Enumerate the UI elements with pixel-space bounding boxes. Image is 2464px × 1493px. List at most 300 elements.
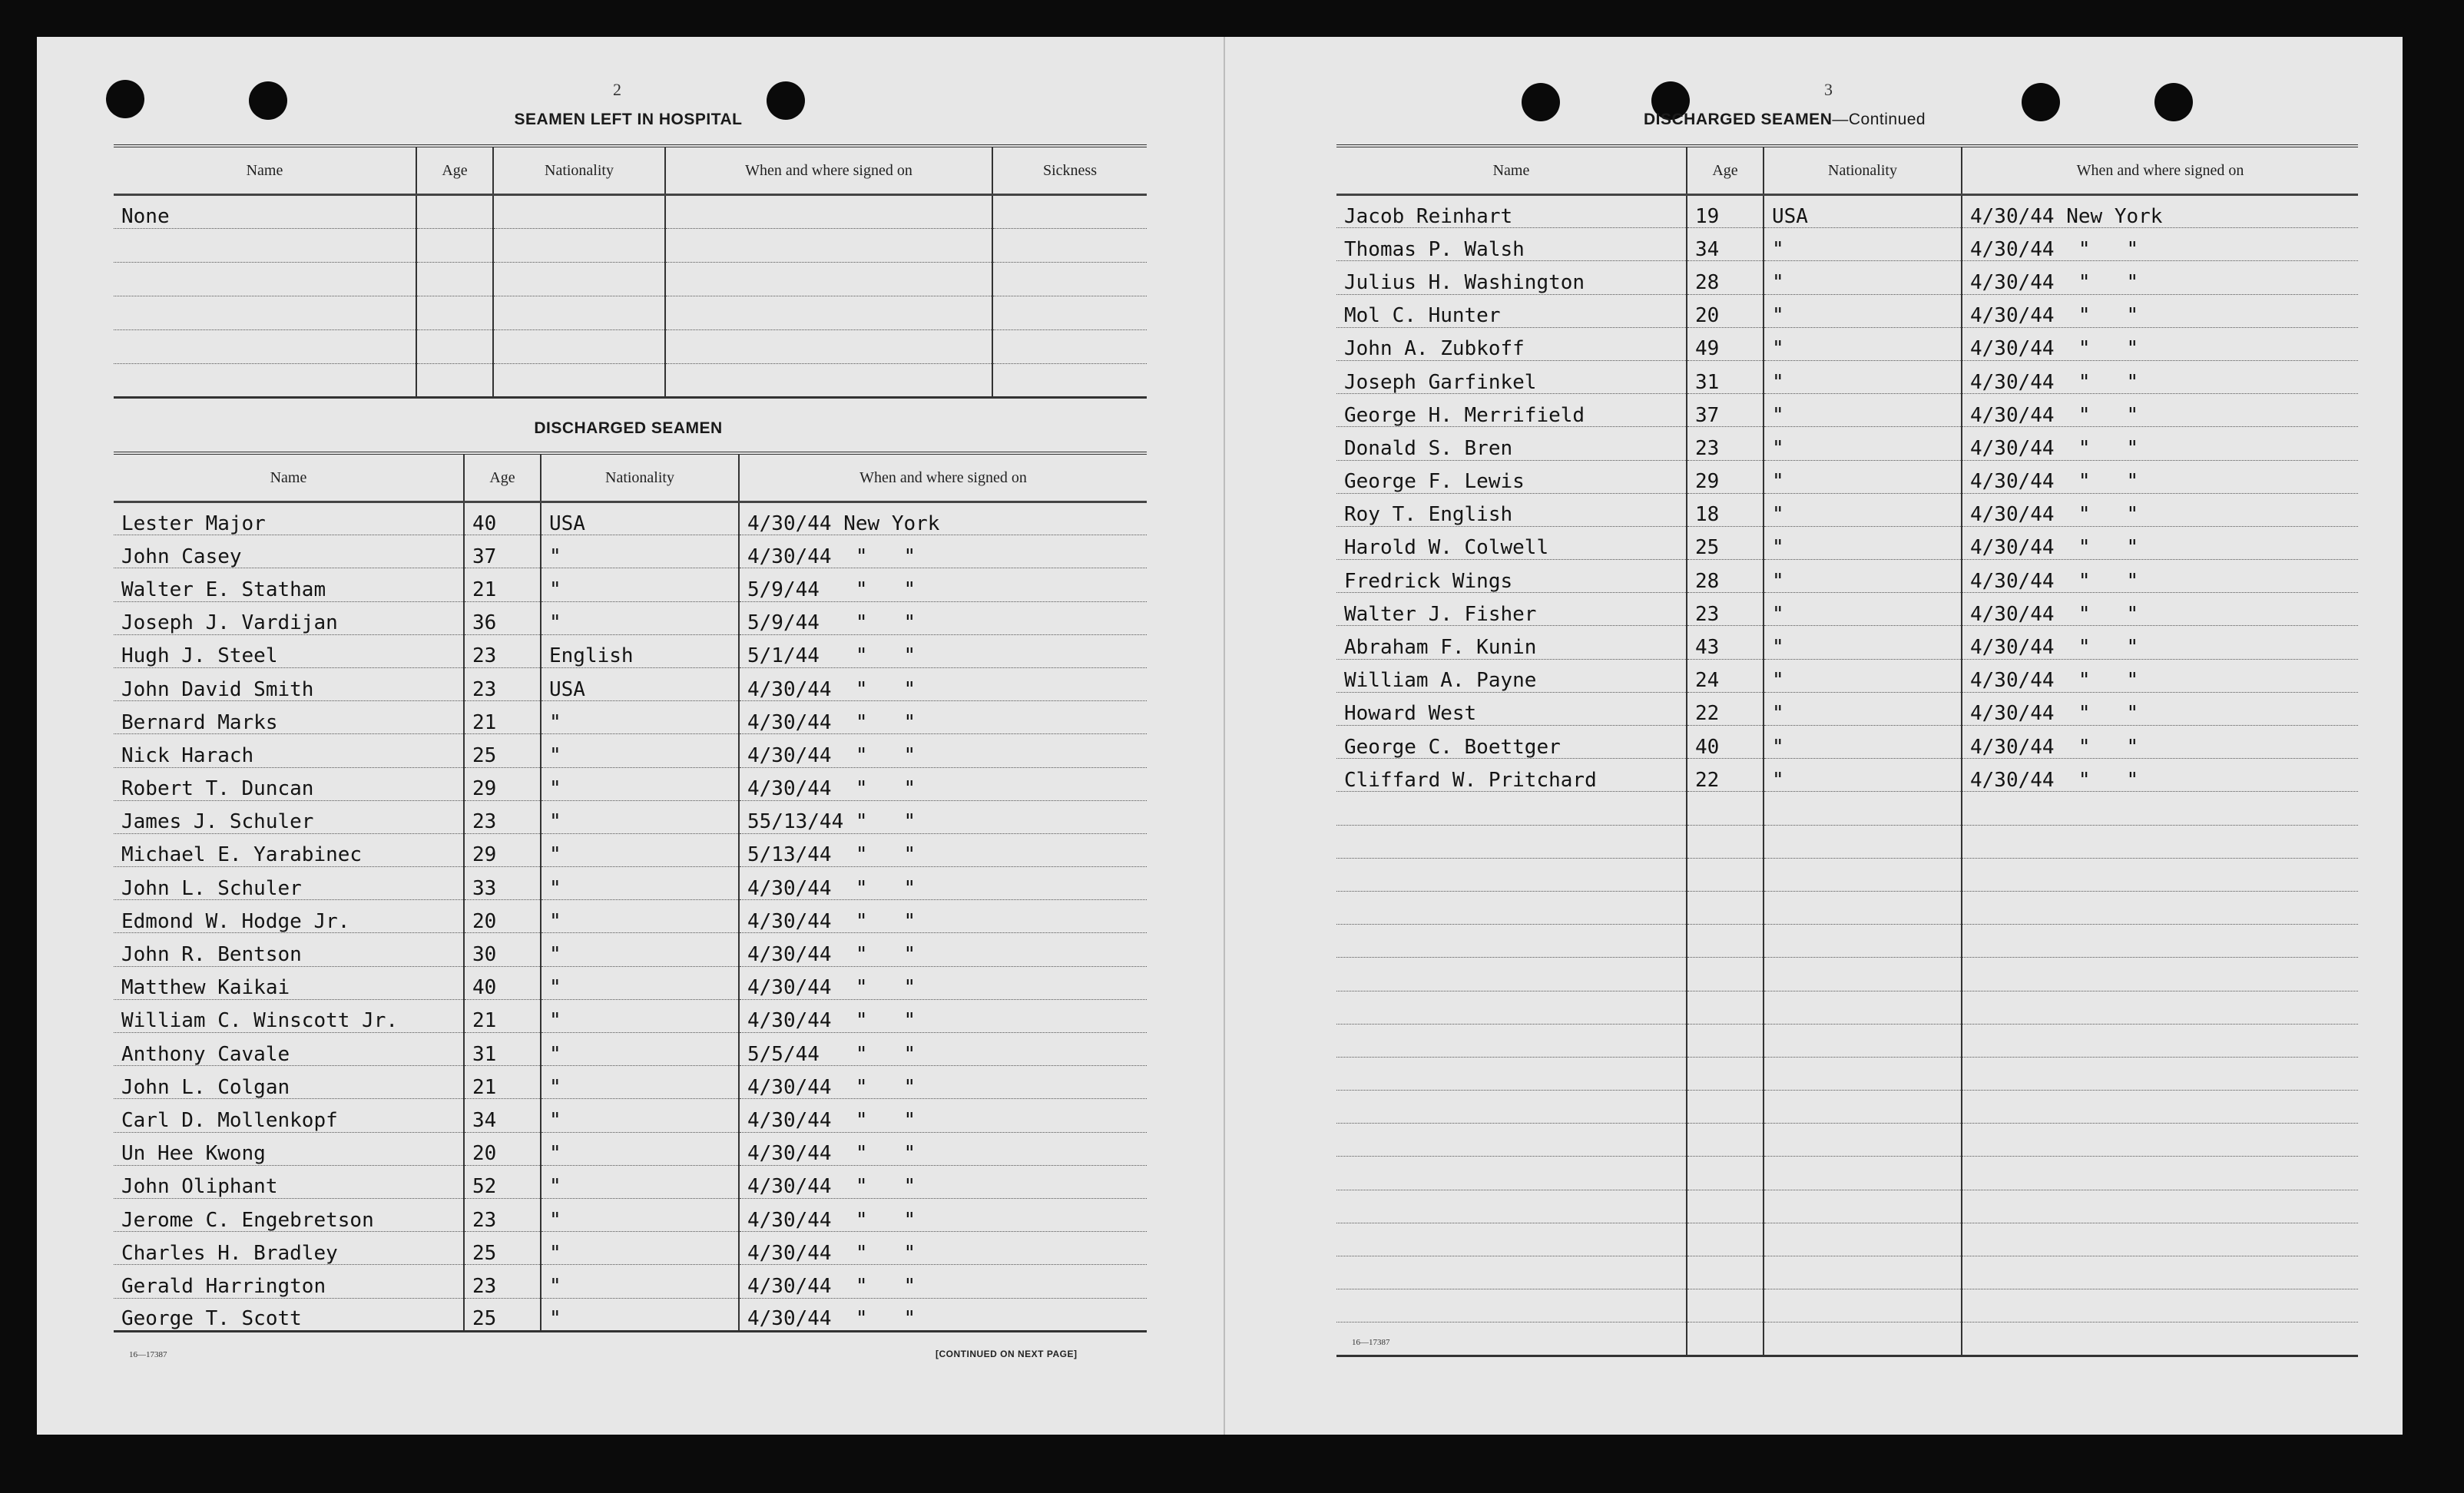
table-cell: ": [541, 1033, 739, 1066]
table-row: [114, 535, 1147, 568]
column-header: Age: [1687, 146, 1764, 195]
table-cell: ": [541, 999, 739, 1032]
table-row: [1336, 792, 2358, 825]
table-cell: ": [1764, 526, 1962, 559]
table-cell: [1764, 1157, 1962, 1190]
table-cell: [1336, 1289, 1687, 1323]
table-cell: Nick Harach: [114, 734, 464, 767]
table-cell: 23: [464, 634, 541, 667]
table-cell: [1336, 792, 1687, 825]
table-cell: [1962, 958, 2358, 991]
table-cell: [1962, 1289, 2358, 1323]
table-row: [1336, 991, 2358, 1024]
table-row: [1336, 1157, 2358, 1190]
table-cell: John A. Zubkoff: [1336, 327, 1687, 360]
table-cell: ": [541, 734, 739, 767]
table-row: [1336, 261, 2358, 294]
table-cell: ": [1764, 261, 1962, 294]
table-row: [114, 701, 1147, 734]
table-cell: William A. Payne: [1336, 659, 1687, 692]
table-cell: 4/30/44 " ": [739, 767, 1147, 800]
table-cell: [1687, 891, 1764, 924]
table-cell: ": [1764, 228, 1962, 261]
table-cell: 4/30/44 " ": [1962, 394, 2358, 427]
table-cell: [493, 229, 665, 263]
page-number: 2: [613, 80, 621, 99]
table-cell: [1962, 891, 2358, 924]
table-cell: [1687, 958, 1764, 991]
table-cell: 28: [1687, 261, 1764, 294]
table-cell: [1962, 1091, 2358, 1124]
table-cell: ": [541, 900, 739, 933]
table-cell: ": [541, 767, 739, 800]
table-row: [1336, 825, 2358, 858]
table-row: [1336, 360, 2358, 393]
table-row: [114, 1132, 1147, 1165]
table-cell: [1764, 925, 1962, 958]
table-cell: Un Hee Kwong: [114, 1132, 464, 1165]
table-cell: [992, 330, 1147, 364]
table-cell: 4/30/44 " ": [739, 1232, 1147, 1265]
table-cell: 4/30/44 " ": [1962, 493, 2358, 526]
table-cell: [416, 364, 493, 398]
left-page: [37, 37, 1224, 1435]
table-cell: Gerald Harrington: [114, 1265, 464, 1298]
table-cell: 4/30/44 " ": [739, 1265, 1147, 1298]
table-cell: ": [541, 535, 739, 568]
table-cell: 23: [464, 1198, 541, 1231]
table-cell: ": [541, 933, 739, 966]
table-cell: [665, 195, 992, 229]
table-row: [1336, 759, 2358, 792]
table-cell: [1764, 1323, 1962, 1356]
table-cell: [1687, 1323, 1764, 1356]
table-cell: [416, 195, 493, 229]
table-row: [114, 800, 1147, 833]
table-cell: 4/30/44 " ": [1962, 626, 2358, 659]
table-row: [114, 1198, 1147, 1231]
table-cell: 30: [464, 933, 541, 966]
table-cell: 4/30/44 " ": [1962, 593, 2358, 626]
table-cell: 24: [1687, 659, 1764, 692]
table-cell: ": [1764, 327, 1962, 360]
table-cell: [1336, 1157, 1687, 1190]
table-row: [1336, 1124, 2358, 1157]
table-row: [114, 933, 1147, 966]
table-row: [1336, 1323, 2358, 1356]
table-cell: [992, 296, 1147, 330]
table-cell: [1962, 1124, 2358, 1157]
column-header: Sickness: [992, 146, 1147, 195]
table-cell: [1687, 925, 1764, 958]
table-cell: Robert T. Duncan: [114, 767, 464, 800]
table-cell: 31: [464, 1033, 541, 1066]
table-cell: 4/30/44 " ": [1962, 560, 2358, 593]
table-cell: 37: [464, 535, 541, 568]
table-cell: [1962, 991, 2358, 1024]
table-cell: [665, 296, 992, 330]
table-row: [1336, 195, 2358, 228]
table-cell: 33: [464, 867, 541, 900]
continued-note: [CONTINUED ON NEXT PAGE]: [936, 1349, 1078, 1359]
table-row: [114, 1265, 1147, 1298]
column-header: Nationality: [541, 453, 739, 502]
table-cell: ": [541, 800, 739, 833]
table-cell: Hugh J. Steel: [114, 634, 464, 667]
table-cell: Charles H. Bradley: [114, 1232, 464, 1265]
table-cell: 5/9/44 " ": [739, 568, 1147, 601]
table-cell: [1962, 792, 2358, 825]
table-row: [114, 667, 1147, 700]
table-cell: 55/13/44 " ": [739, 800, 1147, 833]
table-cell: [665, 330, 992, 364]
table-cell: [1764, 1024, 1962, 1057]
table-cell: Bernard Marks: [114, 701, 464, 734]
discharged-continued-title-text: DISCHARGED SEAMEN: [1644, 111, 1833, 128]
table-cell: [1962, 1223, 2358, 1256]
table-cell: 34: [464, 1099, 541, 1132]
table-cell: 40: [464, 966, 541, 999]
table-cell: 25: [464, 1298, 541, 1331]
table-row: [1336, 394, 2358, 427]
table-cell: 4/30/44 New York: [739, 502, 1147, 535]
table-cell: John R. Bentson: [114, 933, 464, 966]
table-cell: Harold W. Colwell: [1336, 526, 1687, 559]
table-cell: ": [1764, 493, 1962, 526]
table-cell: 4/30/44 " ": [1962, 228, 2358, 261]
table-cell: George F. Lewis: [1336, 460, 1687, 493]
table-cell: Joseph J. Vardijan: [114, 601, 464, 634]
table-cell: [114, 263, 416, 296]
table-cell: [1336, 958, 1687, 991]
table-row: [114, 867, 1147, 900]
table-cell: [1336, 1091, 1687, 1124]
table-row: [114, 1232, 1147, 1265]
table-cell: 23: [464, 667, 541, 700]
table-cell: 5/5/44 " ": [739, 1033, 1147, 1066]
table-cell: ": [541, 1198, 739, 1231]
column-header: Name: [114, 146, 416, 195]
table-cell: 52: [464, 1165, 541, 1198]
table-cell: ": [541, 601, 739, 634]
table-row: [114, 833, 1147, 866]
table-cell: [1687, 858, 1764, 891]
discharged-table: [114, 452, 1147, 1332]
table-cell: 4/30/44 " ": [1962, 460, 2358, 493]
table-cell: 19: [1687, 195, 1764, 228]
table-cell: 4/30/44 " ": [739, 1132, 1147, 1165]
table-cell: 23: [464, 800, 541, 833]
table-row: [1336, 858, 2358, 891]
table-cell: [1336, 991, 1687, 1024]
table-cell: [1687, 1024, 1764, 1057]
table-cell: ": [1764, 560, 1962, 593]
table-cell: 4/30/44 " ": [739, 1198, 1147, 1231]
table-cell: 5/13/44 " ": [739, 833, 1147, 866]
table-cell: James J. Schuler: [114, 800, 464, 833]
ledger-sheet: [37, 37, 2403, 1435]
table-cell: ": [541, 1298, 739, 1331]
table-cell: [416, 263, 493, 296]
page-number: 3: [1824, 80, 1833, 99]
table-cell: [493, 195, 665, 229]
table-cell: 4/30/44 " ": [1962, 294, 2358, 327]
table-cell: [992, 229, 1147, 263]
table-cell: [665, 263, 992, 296]
table-cell: Edmond W. Hodge Jr.: [114, 900, 464, 933]
table-cell: William C. Winscott Jr.: [114, 999, 464, 1032]
table-cell: 4/30/44 " ": [1962, 360, 2358, 393]
table-cell: [1962, 1256, 2358, 1289]
punch-hole: [1522, 83, 1560, 121]
table-row: [1336, 692, 2358, 725]
table-cell: 4/30/44 " ": [739, 966, 1147, 999]
table-cell: [665, 364, 992, 398]
table-cell: ": [1764, 626, 1962, 659]
table-row: [114, 734, 1147, 767]
punch-hole: [2154, 83, 2193, 121]
table-row: [114, 1165, 1147, 1198]
table-cell: 4/30/44 " ": [739, 1298, 1147, 1331]
table-row: [114, 1066, 1147, 1099]
table-cell: [1764, 991, 1962, 1024]
table-cell: 36: [464, 601, 541, 634]
table-cell: 4/30/44 " ": [739, 701, 1147, 734]
table-cell: [1687, 1256, 1764, 1289]
table-row: [114, 568, 1147, 601]
table-cell: 4/30/44 " ": [1962, 261, 2358, 294]
table-cell: [1962, 1323, 2358, 1356]
table-row: [1336, 1190, 2358, 1223]
table-row: [1336, 925, 2358, 958]
table-cell: 4/30/44 " ": [1962, 659, 2358, 692]
table-cell: Fredrick Wings: [1336, 560, 1687, 593]
column-header: Age: [416, 146, 493, 195]
table-cell: Abraham F. Kunin: [1336, 626, 1687, 659]
table-cell: John Casey: [114, 535, 464, 568]
table-cell: [1764, 1289, 1962, 1323]
table-cell: USA: [1764, 195, 1962, 228]
table-cell: [1764, 1190, 1962, 1223]
table-row: [1336, 1223, 2358, 1256]
table-cell: 29: [464, 833, 541, 866]
table-cell: [1336, 925, 1687, 958]
table-cell: ": [1764, 692, 1962, 725]
table-cell: Cliffard W. Pritchard: [1336, 759, 1687, 792]
table-row: [1336, 1057, 2358, 1090]
punch-hole: [2022, 83, 2060, 121]
table-cell: ": [1764, 759, 1962, 792]
table-cell: [416, 229, 493, 263]
table-cell: 4/30/44 " ": [739, 535, 1147, 568]
table-cell: Jerome C. Engebretson: [114, 1198, 464, 1231]
table-cell: 23: [464, 1265, 541, 1298]
table-cell: [493, 364, 665, 398]
table-cell: ": [541, 867, 739, 900]
table-row: [1336, 294, 2358, 327]
table-cell: [1687, 1091, 1764, 1124]
table-cell: [1687, 825, 1764, 858]
table-cell: ": [541, 1232, 739, 1265]
table-row: [1336, 1256, 2358, 1289]
table-cell: ": [1764, 593, 1962, 626]
table-cell: 4/30/44 " ": [1962, 759, 2358, 792]
table-cell: [1962, 858, 2358, 891]
column-header: When and where signed on: [739, 453, 1147, 502]
table-row: [1336, 891, 2358, 924]
table-cell: Jacob Reinhart: [1336, 195, 1687, 228]
table-cell: 25: [464, 1232, 541, 1265]
table-row: [1336, 327, 2358, 360]
table-row: [1336, 1289, 2358, 1323]
table-cell: [493, 330, 665, 364]
table-cell: [1687, 792, 1764, 825]
table-cell: ": [541, 966, 739, 999]
table-cell: [1336, 825, 1687, 858]
discharged-continued-table: [1336, 144, 2358, 1357]
column-header: Name: [1336, 146, 1687, 195]
table-cell: George T. Scott: [114, 1298, 464, 1331]
table-cell: [1687, 991, 1764, 1024]
hospital-table: [114, 144, 1147, 399]
table-cell: [1764, 1256, 1962, 1289]
table-cell: 23: [1687, 593, 1764, 626]
table-cell: [1764, 958, 1962, 991]
table-cell: [1764, 825, 1962, 858]
table-cell: 37: [1687, 394, 1764, 427]
continued-suffix: —Continued: [1832, 111, 1926, 128]
table-row: [114, 364, 1147, 398]
table-cell: 23: [1687, 427, 1764, 460]
table-cell: English: [541, 634, 739, 667]
table-row: [114, 296, 1147, 330]
table-cell: [1962, 1024, 2358, 1057]
table-cell: 25: [1687, 526, 1764, 559]
table-cell: 4/30/44 " ": [739, 734, 1147, 767]
table-cell: [1764, 1124, 1962, 1157]
table-row: [114, 634, 1147, 667]
table-cell: Anthony Cavale: [114, 1033, 464, 1066]
table-cell: Lester Major: [114, 502, 464, 535]
table-cell: 28: [1687, 560, 1764, 593]
table-cell: [1764, 792, 1962, 825]
table-row: [1336, 1024, 2358, 1057]
table-cell: 18: [1687, 493, 1764, 526]
table-cell: [416, 330, 493, 364]
table-cell: 4/30/44 " ": [739, 867, 1147, 900]
table-cell: Walter E. Statham: [114, 568, 464, 601]
table-cell: 4/30/44 New York: [1962, 195, 2358, 228]
table-cell: [1764, 1223, 1962, 1256]
table-row: [1336, 1091, 2358, 1124]
table-cell: [114, 364, 416, 398]
table-cell: John David Smith: [114, 667, 464, 700]
table-row: [114, 601, 1147, 634]
table-row: [1336, 726, 2358, 759]
table-row: [1336, 493, 2358, 526]
table-cell: [1687, 1289, 1764, 1323]
table-cell: ": [541, 1165, 739, 1198]
table-cell: ": [1764, 394, 1962, 427]
table-row: [1336, 560, 2358, 593]
table-cell: ": [541, 701, 739, 734]
table-cell: 29: [464, 767, 541, 800]
table-cell: [114, 296, 416, 330]
table-cell: ": [1764, 659, 1962, 692]
table-cell: [1336, 1057, 1687, 1090]
table-cell: Mol C. Hunter: [1336, 294, 1687, 327]
table-row: [1336, 228, 2358, 261]
column-header: Nationality: [1764, 146, 1962, 195]
table-cell: Matthew Kaikai: [114, 966, 464, 999]
column-header: When and where signed on: [1962, 146, 2358, 195]
form-number: 16—17387: [1352, 1338, 1390, 1347]
table-row: [1336, 526, 2358, 559]
table-cell: Thomas P. Walsh: [1336, 228, 1687, 261]
table-cell: 21: [464, 568, 541, 601]
table-cell: 4/30/44 " ": [1962, 427, 2358, 460]
table-cell: [1336, 1190, 1687, 1223]
table-cell: [1336, 858, 1687, 891]
table-cell: ": [1764, 726, 1962, 759]
table-cell: [992, 195, 1147, 229]
table-cell: 4/30/44 " ": [739, 933, 1147, 966]
column-header: Age: [464, 453, 541, 502]
table-cell: [1962, 1190, 2358, 1223]
column-header: Name: [114, 453, 464, 502]
table-cell: None: [114, 195, 416, 229]
table-cell: George C. Boettger: [1336, 726, 1687, 759]
table-cell: John Oliphant: [114, 1165, 464, 1198]
right-page: [1224, 37, 2404, 1435]
table-cell: 40: [464, 502, 541, 535]
table-row: [114, 767, 1147, 800]
table-cell: [1962, 1157, 2358, 1190]
table-cell: [114, 330, 416, 364]
table-row: [114, 502, 1147, 535]
table-row: [1336, 958, 2358, 991]
table-cell: ": [541, 833, 739, 866]
table-cell: Carl D. Mollenkopf: [114, 1099, 464, 1132]
table-cell: John L. Colgan: [114, 1066, 464, 1099]
table-cell: ": [541, 568, 739, 601]
table-cell: [1764, 1091, 1962, 1124]
table-row: [1336, 593, 2358, 626]
table-cell: ": [1764, 460, 1962, 493]
table-cell: 49: [1687, 327, 1764, 360]
table-cell: 22: [1687, 692, 1764, 725]
table-row: [114, 1298, 1147, 1331]
table-row: [114, 330, 1147, 364]
table-row: [1336, 659, 2358, 692]
table-cell: Roy T. English: [1336, 493, 1687, 526]
table-cell: 20: [464, 900, 541, 933]
table-row: [114, 195, 1147, 229]
table-cell: 21: [464, 999, 541, 1032]
table-cell: [1764, 891, 1962, 924]
table-cell: Donald S. Bren: [1336, 427, 1687, 460]
table-cell: 22: [1687, 759, 1764, 792]
table-cell: [1336, 1124, 1687, 1157]
table-cell: [1687, 1157, 1764, 1190]
table-cell: USA: [541, 667, 739, 700]
table-cell: Joseph Garfinkel: [1336, 360, 1687, 393]
table-row: [114, 999, 1147, 1032]
table-cell: [1336, 891, 1687, 924]
table-cell: ": [1764, 427, 1962, 460]
table-row: [114, 900, 1147, 933]
table-cell: [1336, 1256, 1687, 1289]
